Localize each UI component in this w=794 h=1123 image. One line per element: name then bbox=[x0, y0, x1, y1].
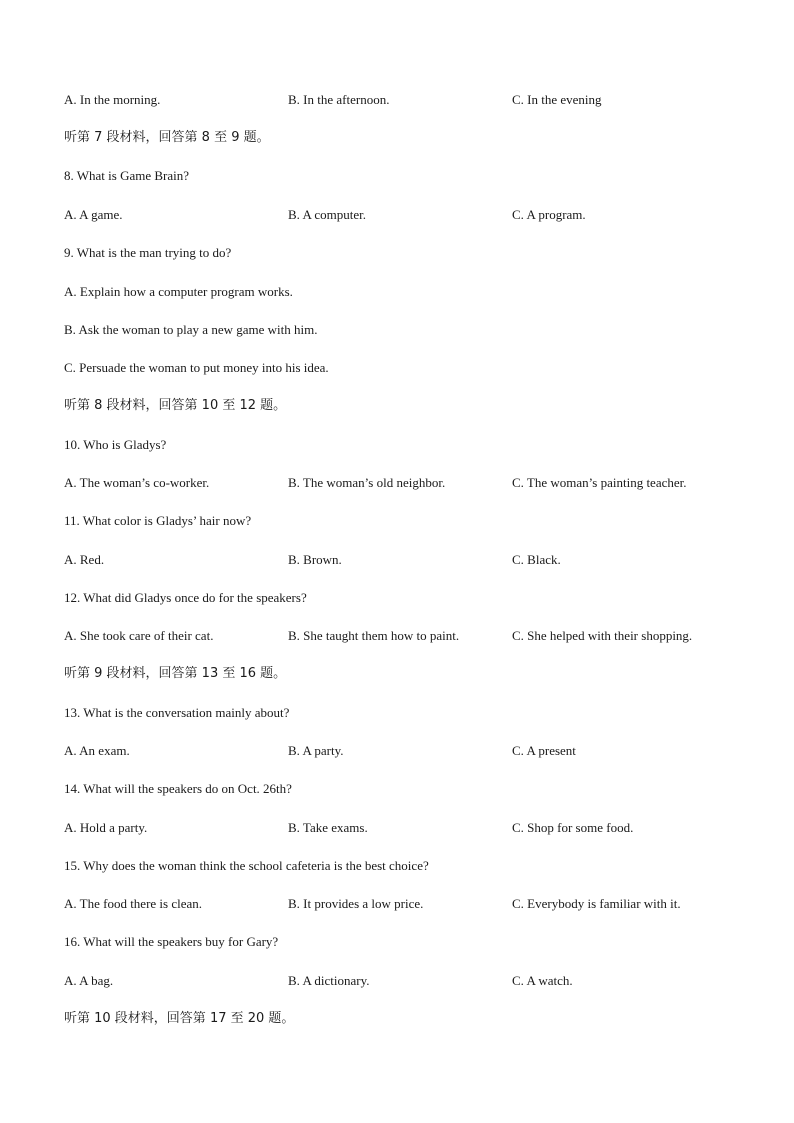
options-row bbox=[64, 743, 744, 759]
question-text: 8. What is Game Brain? bbox=[64, 168, 190, 183]
question-text: 10. Who is Gladys? bbox=[64, 437, 167, 452]
section-heading: 听第 8 段材料，回答第 10 至 12 题。 bbox=[64, 398, 287, 413]
option-c: C. A present bbox=[512, 743, 576, 758]
option-c: C. Everybody is familiar with it. bbox=[512, 896, 681, 911]
option-line: A. Explain how a computer program works. bbox=[64, 284, 293, 299]
option-c: C. She helped with their shopping. bbox=[512, 628, 693, 643]
question-text: 12. What did Gladys once do for the speakers? bbox=[64, 590, 307, 605]
section-heading: 听第 9 段材料，回答第 13 至 16 题。 bbox=[64, 666, 287, 681]
question-text: 13. What is the conversation mainly about? bbox=[64, 705, 290, 720]
option-b: B. It provides a low price. bbox=[288, 896, 424, 911]
option-b: B. Take exams. bbox=[288, 820, 368, 835]
options-row bbox=[64, 92, 744, 108]
option-b: B. The woman’s old neighbor. bbox=[288, 475, 446, 490]
option-c: C. Black. bbox=[512, 552, 561, 567]
options-row bbox=[64, 973, 744, 989]
option-a: A. The woman’s co-worker. bbox=[64, 475, 210, 490]
option-b: B. In the afternoon. bbox=[288, 92, 390, 107]
option-a: A. She took care of their cat. bbox=[64, 628, 214, 643]
option-b: B. A computer. bbox=[288, 207, 366, 222]
option-a: A. Hold a party. bbox=[64, 820, 148, 835]
options-row bbox=[64, 896, 744, 912]
option-c: C. A watch. bbox=[512, 973, 573, 988]
option-c: C. The woman’s painting teacher. bbox=[512, 475, 687, 490]
question-text: 14. What will the speakers do on Oct. 26th? bbox=[64, 781, 292, 796]
options-row bbox=[64, 628, 744, 644]
options-row bbox=[64, 207, 744, 223]
options-row bbox=[64, 552, 744, 568]
option-a: A. A game. bbox=[64, 207, 123, 222]
option-c: C. In the evening bbox=[512, 92, 602, 107]
section-heading: 听第 7 段材料，回答第 8 至 9 题。 bbox=[64, 130, 270, 145]
option-a: A. An exam. bbox=[64, 743, 130, 758]
option-c: C. Shop for some food. bbox=[512, 820, 634, 835]
option-line: C. Persuade the woman to put money into his idea. bbox=[64, 360, 329, 375]
option-a: A. Red. bbox=[64, 552, 105, 567]
option-b: B. She taught them how to paint. bbox=[288, 628, 460, 643]
options-row bbox=[64, 475, 744, 491]
option-b: B. Brown. bbox=[288, 552, 342, 567]
options-row bbox=[64, 820, 744, 836]
option-b: B. A dictionary. bbox=[288, 973, 370, 988]
option-line: B. Ask the woman to play a new game with him. bbox=[64, 322, 318, 337]
section-heading: 听第 10 段材料，回答第 17 至 20 题。 bbox=[64, 1011, 295, 1026]
option-b: B. A party. bbox=[288, 743, 344, 758]
question-text: 9. What is the man trying to do? bbox=[64, 245, 232, 260]
option-c: C. A program. bbox=[512, 207, 586, 222]
option-a: A. In the morning. bbox=[64, 92, 161, 107]
question-text: 16. What will the speakers buy for Gary? bbox=[64, 934, 279, 949]
question-text: 15. Why does the woman think the school cafeteria is the best choice? bbox=[64, 858, 429, 873]
question-text: 11. What color is Gladys’ hair now? bbox=[64, 513, 252, 528]
option-a: A. The food there is clean. bbox=[64, 896, 203, 911]
option-a: A. A bag. bbox=[64, 973, 114, 988]
